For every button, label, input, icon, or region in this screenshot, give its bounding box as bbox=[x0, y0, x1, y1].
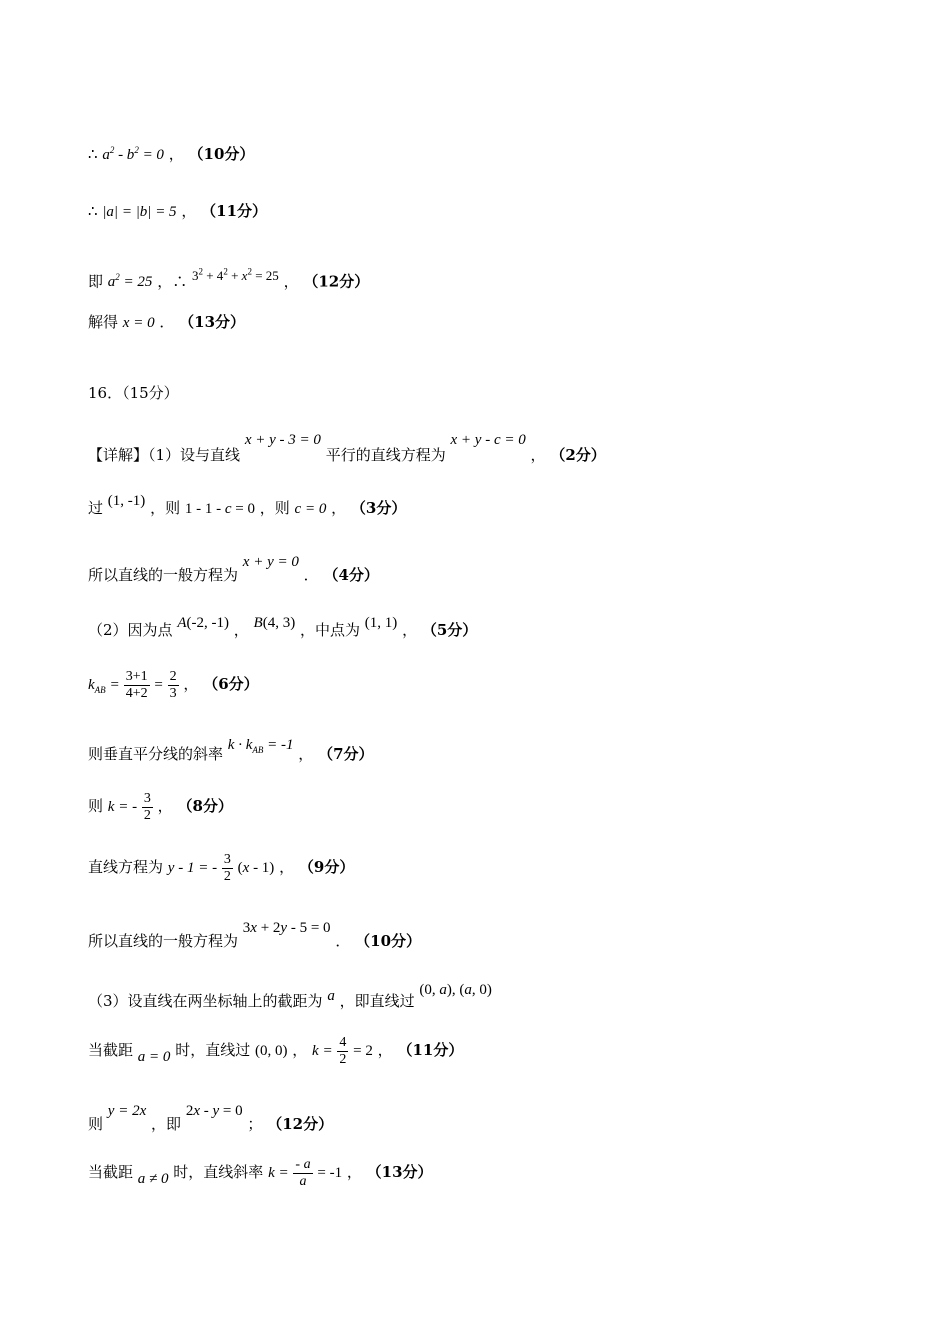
solution-line-1 bbox=[88, 140, 254, 165]
math-expression: (1, -1) bbox=[107, 493, 146, 509]
solution-line-17 bbox=[88, 1101, 333, 1134]
line-prefix: 则 bbox=[88, 1115, 108, 1133]
line-prefix: ∴ bbox=[88, 202, 103, 220]
score-points: （10分） bbox=[188, 145, 255, 163]
score-points: （13分） bbox=[179, 313, 246, 331]
solution-line-2 bbox=[88, 201, 267, 222]
math-expression: |a| = |b| = 5 bbox=[102, 204, 177, 220]
math-expression: a = 0 bbox=[137, 1049, 171, 1065]
line-middle-2: ，中点为 bbox=[300, 621, 365, 639]
math-expression: x + y - 3 = 0 bbox=[244, 432, 321, 448]
fraction: $\frac{3}{2}$ bbox=[223, 851, 231, 884]
line-suffix: ， bbox=[530, 446, 546, 464]
solution-line-14 bbox=[88, 918, 421, 951]
solution-line-7 bbox=[88, 491, 406, 519]
fraction: $\frac{3+1}{4+2}$ bbox=[125, 668, 148, 701]
math-expression: A(-2, -1) bbox=[177, 615, 229, 631]
problem-heading bbox=[88, 383, 179, 403]
math-expression: y = 2x bbox=[107, 1103, 147, 1119]
math-expression-2: 2x - y = 0 bbox=[185, 1103, 243, 1119]
math-expression: k = - bbox=[107, 799, 138, 815]
score-points: （13分） bbox=[366, 1163, 433, 1181]
line-suffix: ， bbox=[157, 797, 173, 815]
line-suffix: ， bbox=[346, 1163, 362, 1181]
score-points: （11分） bbox=[201, 202, 268, 220]
math-expression: x = 0 bbox=[122, 315, 155, 331]
score-points: （7分） bbox=[318, 745, 374, 763]
score-points: （4分） bbox=[323, 566, 379, 584]
score-points: （6分） bbox=[203, 675, 259, 693]
line-middle: ， bbox=[233, 621, 249, 639]
solution-line-12 bbox=[88, 784, 233, 829]
line-suffix: ， bbox=[377, 1041, 393, 1059]
line-prefix: 当截距 bbox=[88, 1163, 138, 1181]
score-points: （11分） bbox=[397, 1041, 464, 1059]
line-suffix: ； bbox=[247, 1115, 263, 1133]
line-prefix: ∴ bbox=[88, 145, 103, 163]
line-middle: 时，直线斜率 bbox=[173, 1163, 269, 1181]
line-suffix: ， bbox=[298, 745, 314, 763]
score-points: （8分） bbox=[177, 797, 233, 815]
math-expression-3: (1, 1) bbox=[364, 615, 398, 631]
line-middle: ，∴ bbox=[157, 272, 192, 291]
math-expression: a bbox=[327, 988, 335, 1004]
line-middle: 时，直线过 bbox=[175, 1041, 255, 1059]
line-prefix: （2）因为点 bbox=[88, 621, 178, 639]
solution-line-6 bbox=[88, 430, 606, 465]
math-expression: $a^2 - b^2 = 0$ bbox=[102, 145, 164, 163]
math-expression-2: $3^2 + 4^2 + x^2 = 25$ bbox=[191, 267, 279, 284]
line-prefix: 解得 bbox=[88, 313, 123, 331]
solution-line-3 bbox=[88, 262, 369, 292]
line-suffix: ， bbox=[183, 675, 199, 693]
math-expression-3: c = 0 bbox=[294, 501, 327, 517]
line-suffix: ， bbox=[331, 499, 347, 517]
line-prefix: 所以直线的一般方程为 bbox=[88, 932, 243, 950]
line-middle-2: ，则 bbox=[259, 499, 295, 517]
solution-line-18: 当截距 a ≠ 0 时，直线斜率 k = $\frac{- a}{a}$ = -1 ， （13分） bbox=[88, 1156, 433, 1189]
line-suffix: ， bbox=[283, 272, 299, 291]
line-middle: ，即 bbox=[151, 1115, 186, 1133]
line-suffix: ． bbox=[335, 932, 351, 950]
math-expression: $a^2 = 25$ bbox=[107, 272, 153, 291]
solution-line-8 bbox=[88, 552, 379, 585]
fraction: $\frac{2}{3}$ bbox=[169, 668, 177, 701]
line-prefix: 当截距 bbox=[88, 1041, 138, 1059]
math-expression-2: (0, a), (a, 0) bbox=[419, 982, 492, 998]
math-expression-2: (0, 0) bbox=[254, 1043, 288, 1059]
math-expression: x + y = 0 bbox=[242, 554, 299, 570]
math-expression-2: B(4, 3) bbox=[253, 615, 296, 631]
score-points: （12分） bbox=[267, 1115, 334, 1133]
solution-line-16: 当截距 a = 0 时，直线过 (0, 0) ， k = $\frac{4}{2}$ = 2 ， （11分） bbox=[88, 1034, 464, 1067]
score-points: （12分） bbox=[303, 272, 370, 291]
score-points: （3分） bbox=[350, 499, 407, 517]
line-suffix: ， bbox=[168, 145, 184, 163]
score-points: （2分） bbox=[550, 446, 606, 464]
math-expression-3: k = bbox=[312, 1043, 333, 1059]
score-points: （9分） bbox=[298, 858, 355, 876]
score-points: （5分） bbox=[421, 621, 478, 639]
fraction: $\frac{3}{2}$ bbox=[143, 790, 151, 823]
line-suffix: ． bbox=[159, 313, 175, 331]
math-expression: $k_{AB}$ bbox=[88, 677, 106, 695]
line-suffix: ． bbox=[303, 566, 319, 584]
line-prefix: 【详解】（1）设与直线 bbox=[88, 446, 245, 464]
line-suffix: ， bbox=[402, 621, 418, 639]
line-prefix: 则 bbox=[88, 797, 108, 815]
line-prefix: 所以直线的一般方程为 bbox=[88, 566, 243, 584]
math-expression-2: k = bbox=[268, 1165, 289, 1181]
line-prefix: （3）设直线在两坐标轴上的截距为 bbox=[88, 992, 328, 1010]
solution-line-10: $k_{AB}$ = $\frac{3+1}{4+2}$ = $\frac{2}{3}$ ， （6分） bbox=[88, 668, 259, 701]
problem-number: 16．（15分） bbox=[88, 384, 179, 402]
solution-line-13: 直线方程为 y - 1 = - $\frac{3}{2}$ (x - 1) ， （9分） bbox=[88, 851, 355, 884]
line-suffix: ， bbox=[279, 858, 295, 876]
fraction: $\frac{- a}{a}$ bbox=[295, 1156, 311, 1189]
math-expression: y - 1 = - bbox=[167, 860, 218, 876]
line-middle: ，即直线过 bbox=[339, 992, 420, 1010]
line-prefix: 直线方程为 bbox=[88, 858, 168, 876]
math-expression: $k \cdot k_{AB} = -1$ bbox=[227, 737, 294, 755]
line-prefix: 则垂直平分线的斜率 bbox=[88, 745, 228, 763]
math-expression: 3x + 2y - 5 = 0 bbox=[242, 920, 331, 936]
math-expression-2: 1 - 1 - c = 0 bbox=[184, 501, 255, 517]
line-suffix: ， bbox=[181, 202, 197, 220]
line-prefix: 过 bbox=[88, 499, 108, 517]
line-middle-2: ， bbox=[292, 1041, 308, 1059]
math-expression: a ≠ 0 bbox=[137, 1171, 169, 1187]
math-expression-2: x + y - c = 0 bbox=[450, 432, 526, 448]
solution-line-4 bbox=[88, 312, 245, 333]
line-prefix: 即 bbox=[88, 272, 108, 291]
fraction: $\frac{4}{2}$ bbox=[339, 1034, 347, 1067]
line-middle: ，则 bbox=[150, 499, 185, 517]
solution-line-15 bbox=[88, 980, 492, 1011]
score-points: （10分） bbox=[355, 932, 422, 950]
line-middle: 平行的直线方程为 bbox=[325, 446, 451, 464]
solution-line-9 bbox=[88, 613, 477, 640]
solution-line-11 bbox=[88, 735, 374, 764]
